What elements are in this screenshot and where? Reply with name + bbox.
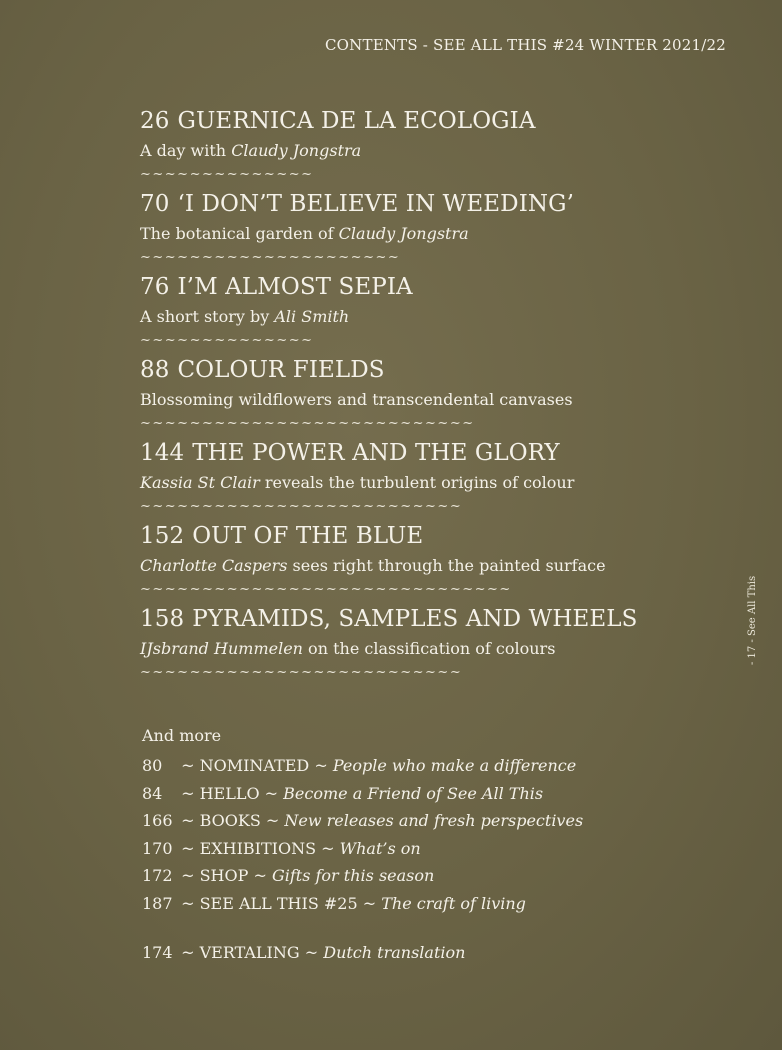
entry-page-number: 152 [140,523,185,549]
entry-title-line [140,355,640,385]
entry-title: ‘I DON’T BELIEVE IN WEEDING’ [177,191,574,217]
and-more-heading: And more [142,726,222,745]
item-label: ~ SEE ALL THIS #25 ~ [176,893,382,913]
list-item [142,862,662,890]
item-label: ~ VERTALING ~ [176,943,324,962]
contents-entry [140,189,640,272]
entry-title-line [140,106,640,136]
item-page-number: 166 [142,811,173,830]
list-item [142,890,662,918]
contents-list [140,106,640,687]
item-description: Dutch translation [323,943,466,962]
item-label: ~ SHOP ~ [176,866,272,885]
item-description: New releases and fresh perspectives [284,811,584,830]
entry-page-number: 158 [140,606,185,632]
entry-title-line [140,438,640,468]
item-description: The craft of living [381,893,526,913]
entry-page-number: 26 [140,108,170,134]
tilde-divider: ~~~~~~~~~~~~~~ [140,334,314,348]
contents-entry [140,272,640,355]
tilde-divider: ~~~~~~~~~~~~~~ [140,168,314,182]
page-header: CONTENTS - SEE ALL THIS #24 WINTER 2021/22 [324,36,726,54]
entry-author: Claudy Jongstra [338,224,469,243]
and-more-section [142,724,662,917]
entry-author: Claudy Jongstra [231,141,362,160]
item-description: What’s on [339,838,421,858]
item-label: ~ HELLO ~ [176,783,284,803]
item-label: ~ BOOKS ~ [176,811,285,830]
entry-title: THE POWER AND THE GLORY [192,440,560,466]
and-more-list [142,752,662,917]
entry-title-line [140,189,640,219]
entry-subtitle-text: Blossoming wildflowers and transcendental canvases [140,390,573,409]
list-item [142,807,662,835]
entry-page-number: 88 [140,357,170,383]
contents-entry [140,438,640,521]
item-label: ~ NOMINATED ~ [176,756,333,775]
item-description: Become a Friend of See All This [283,783,544,803]
item-page-number: 172 [142,866,173,885]
page-folio: - 17 - See All This [747,575,758,665]
entry-page-number: 76 [140,274,170,300]
entry-author: Kassia St Clair [140,473,260,492]
entry-title-line [140,604,640,634]
item-page-number: 80 [142,756,163,775]
tilde-divider: ~~~~~~~~~~~~~~~~~~~~~~~~~~~ [140,417,475,431]
list-item [142,835,662,863]
entry-subtitle-rest: reveals the turbulent origins of colour [259,473,575,492]
entry-subtitle-text: A short story by [140,307,275,326]
entry-title: COLOUR FIELDS [177,357,385,383]
entry-author: IJsbrand Hummelen [140,639,303,658]
translation-entry [142,943,465,962]
item-page-number: 84 [142,783,163,803]
entry-title: PYRAMIDS, SAMPLES AND WHEELS [192,606,638,632]
entry-subtitle [140,389,640,411]
contents-entry [140,521,640,604]
list-item [142,752,662,780]
item-page-number: 187 [142,893,173,913]
entry-subtitle [140,306,640,328]
entry-author: Ali Smith [274,307,350,326]
entry-subtitle-rest: sees right through the painted surface [287,556,606,575]
contents-entry [140,355,640,438]
contents-entry [140,106,640,189]
item-label: ~ EXHIBITIONS ~ [176,838,340,858]
entry-title-line [140,521,640,551]
item-page-number: 174 [142,943,173,962]
entry-subtitle [140,472,640,494]
tilde-divider: ~~~~~~~~~~~~~~~~~~~~~~~~~~ [140,666,463,680]
entry-title: GUERNICA DE LA ECOLOGIA [177,108,536,134]
entry-subtitle-text: A day with [140,141,232,160]
entry-subtitle-rest: on the classification of colours [302,639,556,658]
item-description: People who make a difference [332,756,577,775]
entry-page-number: 144 [140,440,185,466]
contents-entry [140,604,640,687]
entry-title: OUT OF THE BLUE [192,523,424,549]
entry-title-line [140,272,640,302]
entry-title: I’M ALMOST SEPIA [177,274,413,300]
tilde-divider: ~~~~~~~~~~~~~~~~~~~~~~~~~~ [140,500,463,514]
entry-page-number: 70 [140,191,170,217]
item-description: Gifts for this season [271,866,435,885]
entry-subtitle-text: The botanical garden of [140,224,339,243]
entry-subtitle [140,555,640,577]
entry-subtitle [140,140,640,162]
entry-author: Charlotte Caspers [140,556,288,575]
tilde-divider: ~~~~~~~~~~~~~~~~~~~~~ [140,251,401,265]
entry-subtitle [140,638,640,660]
list-item [142,780,662,808]
entry-subtitle [140,223,640,245]
side-folio [746,565,760,665]
item-page-number: 170 [142,838,173,858]
tilde-divider: ~~~~~~~~~~~~~~~~~~~~~~~~~~~~~~ [140,583,512,597]
